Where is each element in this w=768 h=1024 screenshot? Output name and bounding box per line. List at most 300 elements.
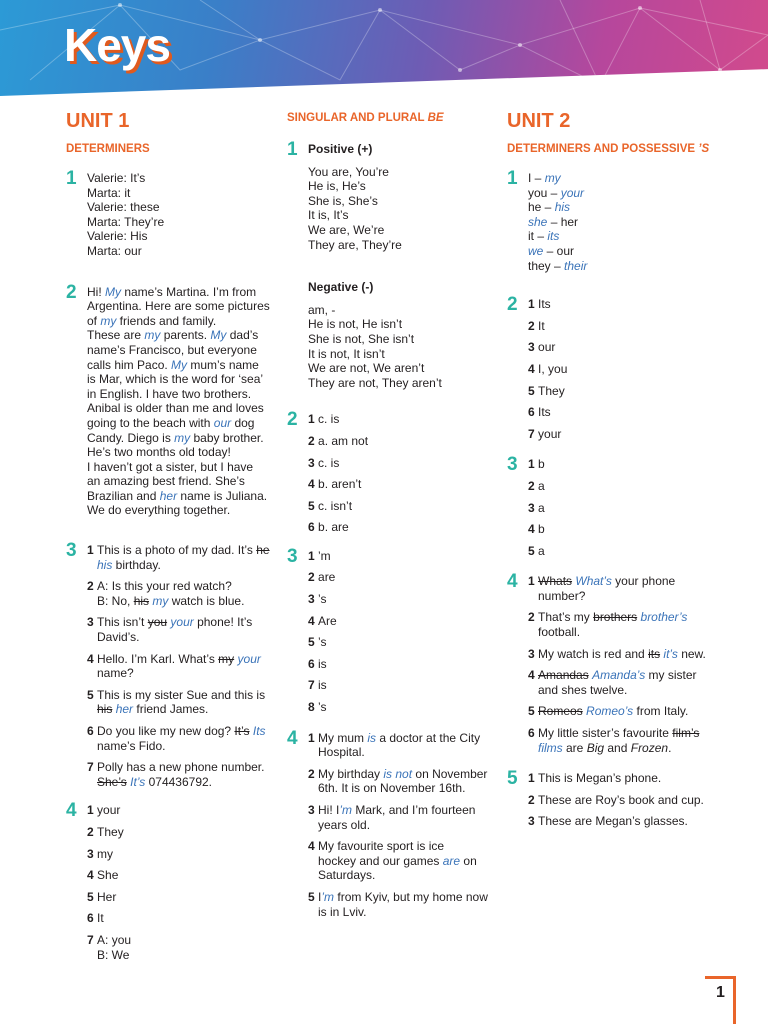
text-line — [87, 615, 276, 630]
text-run: c. isn’t — [318, 498, 353, 513]
item-number: 2 — [308, 766, 319, 781]
answer-item — [528, 771, 722, 786]
text-line — [308, 635, 487, 650]
answer-word: Amanda’s — [592, 668, 646, 683]
text-line — [528, 215, 722, 230]
text-run: B: We — [97, 947, 130, 962]
item-number: 4 — [308, 839, 319, 854]
answer-item — [528, 668, 722, 697]
item-number: 1 — [528, 574, 539, 589]
text-run: b — [538, 457, 545, 472]
exercise-number: 2 — [66, 281, 77, 303]
answer-item — [87, 825, 276, 840]
answer-word: our — [213, 415, 232, 430]
answer-word: It’s — [130, 774, 146, 789]
answer-list — [308, 731, 487, 920]
text-run: B: No, — [97, 593, 134, 608]
item-number: 1 — [87, 543, 98, 558]
text-line — [87, 594, 276, 609]
item-number: 4 — [528, 668, 539, 683]
text-run: they – — [528, 258, 565, 273]
item-number: 6 — [528, 726, 539, 741]
answer-item — [308, 456, 487, 471]
text-run: Do you like my new dog? — [97, 724, 235, 738]
exercise-1 — [66, 168, 276, 259]
text-line — [528, 625, 722, 640]
text-run: my — [97, 846, 114, 861]
text-run: years old. — [318, 817, 371, 832]
item-number: 6 — [87, 911, 98, 926]
text-line — [308, 767, 487, 782]
text-run: are — [562, 740, 587, 755]
text-line — [87, 445, 276, 460]
text-line — [87, 543, 276, 558]
answer-item — [528, 479, 722, 494]
text-line — [308, 549, 487, 564]
answer-word: My — [210, 328, 227, 343]
text-run: football. — [538, 625, 581, 640]
answer-word: my — [544, 171, 561, 185]
positive-forms — [308, 165, 487, 253]
answer-item — [87, 847, 276, 862]
text-run: Brazilian and — [87, 488, 160, 503]
answer-item — [87, 652, 276, 681]
answer-item — [308, 520, 487, 535]
text-line — [528, 200, 722, 215]
answer-word: What’s — [575, 574, 612, 589]
item-number: 5 — [528, 704, 539, 719]
text-run: My birthday — [318, 766, 384, 781]
text-line — [308, 477, 487, 492]
text-run: It — [538, 318, 545, 333]
text-run: b — [538, 522, 545, 537]
answer-item — [87, 543, 276, 572]
answer-word: my — [174, 430, 191, 445]
text-run: new. — [677, 646, 706, 661]
answer-item — [308, 803, 487, 832]
text-line — [528, 793, 722, 808]
answer-list — [528, 457, 722, 558]
answer-word: his — [554, 200, 571, 215]
answer-item — [87, 911, 276, 926]
answer-item — [87, 615, 276, 644]
column-be — [287, 108, 487, 926]
text-line — [528, 589, 722, 604]
answer-item — [528, 544, 722, 559]
answer-word: My — [105, 284, 121, 299]
text-run: I — [318, 889, 322, 904]
answer-item — [87, 803, 276, 818]
text-line — [308, 731, 487, 746]
text-line — [528, 574, 722, 589]
text-line — [87, 724, 276, 739]
item-number: 4 — [308, 477, 319, 492]
answer-item — [528, 340, 722, 355]
text-run: my sister — [645, 668, 697, 683]
text-run: They — [97, 824, 124, 839]
text-run: baby brother. — [190, 430, 264, 445]
text-run: dad’s — [226, 328, 259, 343]
item-number: 6 — [308, 656, 319, 671]
answer-list — [528, 771, 722, 829]
item-number: 6 — [87, 724, 98, 738]
text-run: Hello. I’m Karl. What’s — [97, 651, 219, 666]
answer-word: its — [547, 229, 560, 244]
answer-list — [87, 803, 276, 962]
item-number: 1 — [308, 548, 319, 563]
item-number: 3 — [308, 803, 319, 817]
answer-word: are — [442, 853, 461, 868]
text-line — [87, 652, 276, 667]
text-run: your — [538, 426, 562, 441]
text-line — [308, 839, 487, 854]
section-heading — [507, 143, 722, 155]
item-number: 2 — [308, 570, 319, 585]
answer-word: your — [237, 651, 261, 666]
text-line — [87, 847, 276, 862]
item-number: 8 — [308, 700, 319, 715]
item-number: 1 — [308, 730, 319, 745]
crossed-out-word: film’s — [672, 726, 700, 741]
answer-word: Its — [252, 724, 266, 738]
exercise-number: 4 — [287, 727, 298, 749]
text-line — [528, 704, 722, 719]
text-line — [528, 405, 722, 420]
text-line — [87, 666, 276, 681]
unit-heading: UNIT 1 — [66, 110, 130, 132]
exercise-number: 4 — [66, 800, 77, 822]
answer-word: your — [560, 185, 585, 200]
text-run: Argentina. Here are some pictures — [87, 299, 270, 314]
text-run: 074436792. — [145, 774, 213, 789]
text-line — [308, 657, 487, 672]
text-line — [528, 384, 722, 399]
text-run: ’s — [318, 592, 327, 607]
text-line: Marta: our — [87, 243, 142, 258]
text-line — [308, 678, 487, 693]
text-line: She is not, She isn’t — [308, 331, 415, 346]
text-run: it – — [528, 229, 548, 244]
crossed-out-word: It’s — [234, 724, 250, 738]
text-run: c. is — [318, 412, 340, 427]
text-line: It is, It’s — [308, 208, 349, 223]
text-run: name’s Martina. I’m from — [121, 284, 257, 299]
text-line — [308, 854, 487, 869]
answer-item — [308, 570, 487, 585]
text-line — [87, 579, 276, 594]
text-run: We do everything together. — [87, 503, 231, 518]
exercise-3 — [66, 540, 276, 789]
answer-item — [308, 477, 487, 492]
positive-heading: Positive (+) — [308, 142, 373, 156]
text-run: A: you — [97, 932, 132, 947]
item-number: 1 — [87, 803, 98, 818]
item-number: 1 — [308, 412, 319, 427]
answer-item — [308, 635, 487, 650]
item-number: 1 — [528, 457, 539, 472]
text-line — [528, 171, 722, 186]
answer-word: ’m — [321, 889, 335, 904]
text-run: a. am not — [318, 433, 369, 448]
item-number: 5 — [308, 889, 319, 904]
text-line — [308, 592, 487, 607]
text-run: he – — [528, 200, 555, 215]
crossed-out-word: his — [133, 593, 150, 608]
item-number: 3 — [87, 846, 98, 861]
answer-item — [528, 647, 722, 662]
text-line — [87, 401, 276, 416]
section-heading: DETERMINERS — [66, 143, 150, 155]
item-number: 5 — [308, 635, 319, 650]
item-number: 4 — [308, 613, 319, 628]
text-line — [87, 503, 276, 518]
text-run: your — [97, 803, 121, 818]
text-run: b. are — [318, 520, 349, 535]
exercise-number: 1 — [66, 168, 77, 189]
text-line — [528, 457, 722, 472]
answer-item — [308, 549, 487, 564]
item-number: 3 — [308, 592, 319, 607]
text-run: hockey and our games — [318, 853, 443, 868]
text-run: you – — [528, 185, 561, 200]
crossed-out-word: you — [147, 615, 168, 630]
item-number: 3 — [528, 814, 539, 829]
page-title: Keys — [64, 19, 170, 71]
text-line: You are, You’re — [308, 164, 389, 179]
text-line — [528, 244, 722, 259]
text-run: ’s — [318, 635, 327, 650]
answer-item — [87, 579, 276, 608]
text-run: Her — [97, 889, 117, 904]
answer-item — [528, 814, 722, 829]
text-run: My watch is red and — [538, 646, 649, 661]
crossed-out-word: Romeos — [538, 704, 583, 719]
answer-word: your — [170, 615, 194, 630]
text-run: Candy. Diego is — [87, 430, 175, 445]
text-run: Its — [538, 297, 551, 312]
text-line — [87, 760, 276, 775]
answer-list — [528, 297, 722, 441]
item-number: 2 — [528, 478, 539, 493]
text-run: on — [460, 853, 477, 868]
answer-item — [528, 793, 722, 808]
item-number: 7 — [87, 932, 98, 947]
text-line — [528, 259, 722, 274]
text-run: name? — [97, 666, 134, 681]
text-line — [87, 688, 276, 703]
text-line — [308, 781, 487, 796]
answer-word: My — [171, 357, 188, 372]
text-line — [87, 702, 276, 717]
text-run: That’s my — [538, 610, 594, 625]
exercise-2 — [507, 294, 722, 441]
text-run: friends and family. — [116, 313, 217, 328]
exercise-number: 3 — [66, 540, 77, 562]
column-unit-2 — [507, 108, 722, 836]
exercise-1 — [507, 168, 722, 273]
answer-item — [87, 724, 276, 753]
exercise-number: 3 — [507, 454, 518, 476]
answer-item — [308, 731, 487, 760]
text-line: Marta: They’re — [87, 214, 165, 229]
exercise-3 — [287, 545, 487, 715]
exercise-3 — [507, 454, 722, 558]
text-line — [308, 803, 487, 818]
text-line — [308, 456, 487, 471]
exercise-number: 4 — [507, 571, 518, 593]
item-number: 5 — [528, 383, 539, 398]
item-number: 5 — [308, 498, 319, 513]
answer-word: is not — [383, 766, 413, 781]
exercise-2 — [66, 281, 276, 519]
negative-forms — [308, 303, 487, 391]
text-line — [87, 328, 276, 343]
paragraph — [87, 285, 276, 519]
answer-word: my — [144, 328, 161, 343]
text-run: I, you — [538, 361, 568, 376]
answer-word: is — [367, 730, 377, 745]
item-number: 3 — [308, 455, 319, 470]
text-line — [87, 739, 276, 754]
answer-item — [528, 574, 722, 603]
answer-item — [528, 726, 722, 755]
text-run: dog — [231, 415, 255, 430]
text-run: Are — [318, 613, 337, 628]
text-line — [308, 570, 487, 585]
text-line: They are not, They aren’t — [308, 375, 442, 390]
text-line — [87, 825, 276, 840]
text-run: Mark, and I’m fourteen — [352, 803, 476, 817]
text-line — [528, 427, 722, 442]
text-run: in English. I have two brothers. — [87, 386, 252, 401]
text-line — [87, 460, 276, 475]
text-run: a — [538, 500, 545, 515]
answer-item — [528, 610, 722, 639]
text-line — [308, 434, 487, 449]
answer-word: it’s — [663, 646, 678, 661]
answer-item — [308, 412, 487, 427]
answer-word: his — [97, 557, 113, 572]
text-line — [87, 630, 276, 645]
answer-word: their — [564, 258, 588, 273]
text-line — [528, 683, 722, 698]
text-line — [528, 610, 722, 625]
answer-item — [87, 868, 276, 883]
text-line — [87, 489, 276, 504]
page-number: 1 — [716, 984, 725, 1001]
text-line — [87, 372, 276, 387]
text-line — [87, 474, 276, 489]
text-line — [87, 314, 276, 329]
answer-item — [528, 427, 722, 442]
text-run: birthday. — [112, 557, 161, 572]
answer-word: her — [115, 702, 134, 717]
answer-item — [308, 890, 487, 919]
text-run: from Italy. — [633, 704, 689, 719]
answer-word: she — [528, 214, 548, 229]
text-run: They — [538, 383, 565, 398]
text-line — [308, 614, 487, 629]
text-run: He’s two months old today! — [87, 445, 231, 460]
answer-word: films — [538, 740, 563, 755]
text-run: . — [668, 740, 672, 755]
text-line — [528, 362, 722, 377]
text-run: name’s Francisco, but everyone — [87, 342, 257, 357]
item-number: 3 — [528, 646, 539, 661]
text-run: our — [538, 340, 556, 355]
item-number: 2 — [308, 433, 319, 448]
text-line — [87, 431, 276, 446]
text-run: David’s. — [97, 630, 140, 645]
text-line — [528, 186, 722, 201]
text-run: Hospital. — [318, 745, 365, 760]
item-number: 5 — [87, 889, 98, 904]
text-run: Hi! I — [318, 803, 340, 817]
answer-item — [528, 522, 722, 537]
item-number: 7 — [87, 760, 98, 775]
crossed-out-word: She’s — [97, 774, 127, 789]
text-line — [528, 229, 722, 244]
exercise-4 — [66, 800, 276, 962]
answer-list — [87, 543, 276, 789]
answer-item — [308, 657, 487, 672]
text-run: Its — [538, 405, 551, 420]
item-number: 3 — [87, 615, 98, 630]
item-number: 1 — [528, 297, 539, 312]
text-line — [87, 416, 276, 431]
text-run: Anibal is older than me and loves — [87, 401, 264, 416]
item-number: 3 — [528, 340, 539, 355]
text-line — [528, 668, 722, 683]
text-run: parents. — [160, 328, 211, 343]
text-run: is — [318, 656, 327, 671]
text-line — [308, 745, 487, 760]
text-run: number? — [538, 588, 586, 603]
item-number: 1 — [528, 771, 539, 786]
page-corner-bar-vertical — [733, 976, 736, 1024]
answer-item — [308, 839, 487, 883]
answer-list — [308, 412, 487, 535]
text-run: is in Lviv. — [318, 904, 367, 919]
text-run: name is Juliana. — [177, 488, 268, 503]
text-run: My favourite sport is ice — [318, 839, 445, 854]
text-line: He is not, He isn’t — [308, 317, 403, 332]
text-run: from Kyiv, but my home now — [334, 889, 488, 904]
text-run: of — [87, 313, 101, 328]
text-run: your phone — [611, 574, 676, 589]
text-line — [528, 771, 722, 786]
text-line — [87, 911, 276, 926]
text-run: watch is blue. — [168, 593, 245, 608]
text-run: These are Megan’s glasses. — [538, 814, 688, 829]
text-line: They are, They’re — [308, 237, 402, 252]
answer-word: my — [100, 313, 117, 328]
text-run: calls him Paco. — [87, 357, 172, 372]
section-heading-em: ’S — [698, 143, 710, 155]
answer-item — [528, 457, 722, 472]
text-run: an amazing best friend. She’s — [87, 474, 245, 489]
text-run: Saturdays. — [318, 868, 376, 883]
text-line — [528, 501, 722, 516]
text-line — [528, 297, 722, 312]
text-run: She — [97, 868, 119, 883]
page-corner-bar — [705, 976, 735, 979]
text-line — [528, 741, 722, 756]
section-heading — [287, 112, 487, 124]
text-line — [528, 726, 722, 741]
item-number: 4 — [528, 522, 539, 537]
item-number: 7 — [308, 678, 319, 693]
